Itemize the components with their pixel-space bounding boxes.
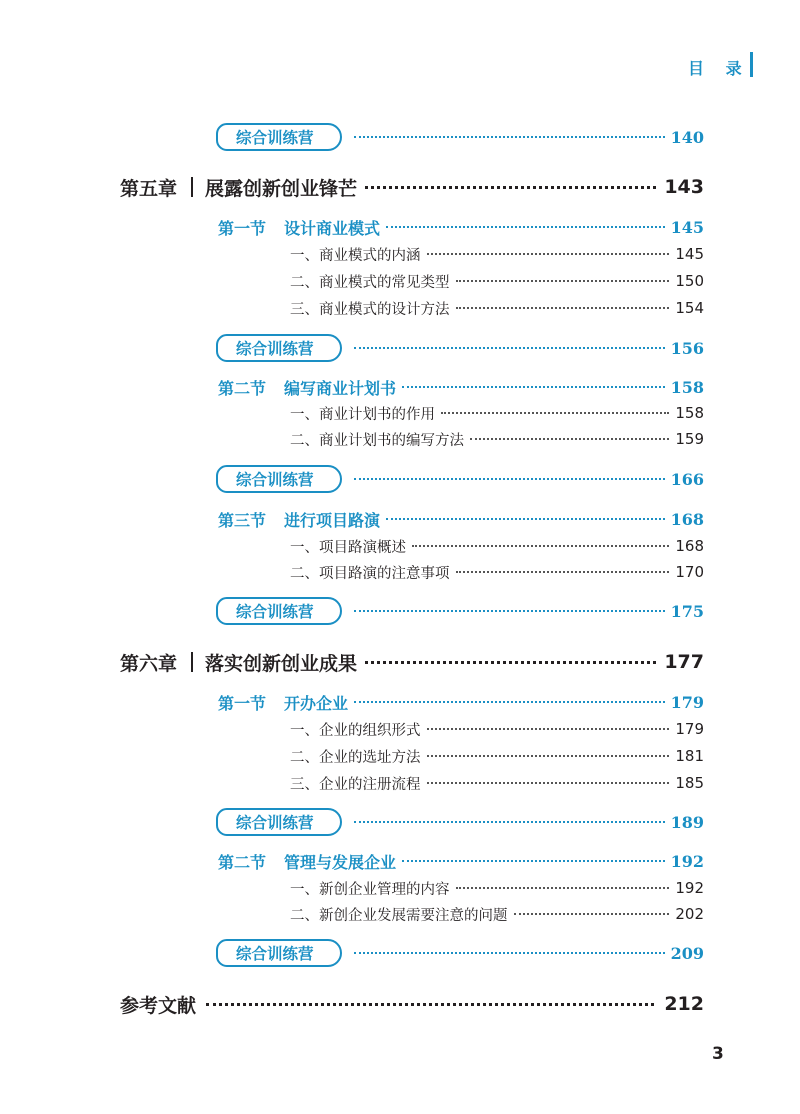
references-title: 参考文献 — [120, 994, 197, 1017]
toc-references-row[interactable] — [120, 989, 704, 1019]
page-ref: 166 — [670, 469, 704, 489]
toc-item-row[interactable] — [290, 535, 704, 557]
dot-leader — [427, 253, 670, 255]
chapter-number: 第六章 — [120, 652, 178, 675]
page-ref: 192 — [670, 851, 704, 871]
dot-leader — [206, 1003, 654, 1006]
page-number: 3 — [712, 1044, 724, 1064]
item-title: 二、企业的选址方法 — [290, 749, 421, 766]
toc-item-row[interactable] — [290, 772, 704, 794]
page-ref: 156 — [670, 338, 704, 358]
dot-leader — [386, 518, 665, 520]
practice-label-pill: 综合训练营 — [216, 597, 342, 625]
section-title: 设计商业模式 — [284, 218, 381, 238]
toc-practice-row[interactable] — [216, 939, 704, 967]
item-title: 二、商业模式的常见类型 — [290, 274, 450, 291]
toc-item-row[interactable] — [290, 270, 704, 292]
section-number: 第一节 — [218, 693, 267, 713]
dot-leader — [386, 226, 665, 228]
chapter-separator — [191, 177, 193, 197]
page-ref: 189 — [670, 812, 704, 832]
toc-section-row[interactable] — [218, 215, 704, 239]
dot-leader — [402, 386, 665, 388]
header-accent-bar — [750, 52, 753, 77]
toc-chapter-row[interactable] — [120, 172, 704, 202]
dot-leader — [354, 347, 665, 349]
page-ref: 192 — [675, 879, 704, 897]
practice-label-pill: 综合训练营 — [216, 123, 342, 151]
toc-item-row[interactable] — [290, 877, 704, 899]
page-header-title: 目 录 — [688, 59, 750, 78]
dot-leader — [456, 887, 670, 889]
page-ref: 158 — [670, 377, 704, 397]
toc-chapter-row[interactable] — [120, 647, 704, 677]
item-title: 三、商业模式的设计方法 — [290, 301, 450, 318]
toc-item-row[interactable] — [290, 297, 704, 319]
toc-item-row[interactable] — [290, 745, 704, 767]
toc-practice-row[interactable] — [216, 465, 704, 493]
dot-leader — [456, 571, 670, 573]
toc-section-row[interactable] — [218, 507, 704, 531]
dot-leader — [402, 860, 665, 862]
section-number: 第三节 — [218, 510, 267, 530]
item-title: 一、新创企业管理的内容 — [290, 881, 450, 898]
page-ref: 143 — [664, 176, 704, 198]
toc-item-row[interactable] — [290, 402, 704, 424]
dot-leader — [354, 136, 665, 138]
chapter-number: 第五章 — [120, 177, 178, 200]
page-ref: 168 — [670, 509, 704, 529]
toc-practice-row[interactable] — [216, 808, 704, 836]
dot-leader — [412, 545, 669, 547]
dot-leader — [354, 610, 665, 612]
page-ref: 177 — [664, 651, 704, 673]
toc-section-row[interactable] — [218, 375, 704, 399]
toc-practice-row[interactable] — [216, 334, 704, 362]
item-title: 三、企业的注册流程 — [290, 776, 421, 793]
section-title: 开办企业 — [284, 693, 349, 713]
chapter-title: 落实创新创业成果 — [205, 652, 358, 675]
practice-label-pill: 综合训练营 — [216, 808, 342, 836]
page-ref: 175 — [670, 601, 704, 621]
toc-item-row[interactable] — [290, 428, 704, 450]
toc-section-row[interactable] — [218, 849, 704, 873]
dot-leader — [441, 412, 669, 414]
dot-leader — [427, 728, 670, 730]
toc-item-row[interactable] — [290, 903, 704, 925]
dot-leader — [456, 307, 670, 309]
chapter-separator — [191, 652, 193, 672]
page-ref: 145 — [675, 245, 704, 263]
dot-leader — [354, 701, 665, 703]
page-ref: 209 — [670, 943, 704, 963]
page-ref: 179 — [675, 720, 704, 738]
dot-leader — [427, 755, 670, 757]
page-ref: 150 — [675, 272, 704, 290]
practice-label-pill: 综合训练营 — [216, 334, 342, 362]
page-ref: 140 — [670, 127, 704, 147]
toc-item-row[interactable] — [290, 243, 704, 265]
toc-practice-row[interactable] — [216, 597, 704, 625]
item-title: 一、企业的组织形式 — [290, 722, 421, 739]
toc-item-row[interactable] — [290, 718, 704, 740]
item-title: 一、商业计划书的作用 — [290, 406, 435, 423]
page-ref: 145 — [670, 217, 704, 237]
dot-leader — [427, 782, 670, 784]
toc-section-row[interactable] — [218, 690, 704, 714]
toc-practice-row[interactable] — [216, 123, 704, 151]
practice-label-pill: 综合训练营 — [216, 465, 342, 493]
item-title: 一、项目路演概述 — [290, 539, 406, 556]
dot-leader — [354, 821, 665, 823]
page-ref: 181 — [675, 747, 704, 765]
item-title: 二、新创企业发展需要注意的问题 — [290, 907, 508, 924]
page-ref: 212 — [664, 993, 704, 1015]
dot-leader — [354, 952, 665, 954]
section-title: 进行项目路演 — [284, 510, 381, 530]
page-ref: 168 — [675, 537, 704, 555]
section-number: 第二节 — [218, 852, 267, 872]
section-title: 管理与发展企业 — [284, 852, 397, 872]
dot-leader — [365, 186, 656, 189]
section-title: 编写商业计划书 — [284, 378, 397, 398]
chapter-title: 展露创新创业锋芒 — [205, 177, 358, 200]
page-ref: 154 — [675, 299, 704, 317]
dot-leader — [456, 280, 670, 282]
practice-label-pill: 综合训练营 — [216, 939, 342, 967]
dot-leader — [365, 661, 656, 664]
page-ref: 202 — [675, 905, 704, 923]
page-ref: 179 — [670, 692, 704, 712]
page-ref: 170 — [675, 563, 704, 581]
item-title: 二、项目路演的注意事项 — [290, 565, 450, 582]
dot-leader — [354, 478, 665, 480]
dot-leader — [514, 913, 670, 915]
section-number: 第二节 — [218, 378, 267, 398]
section-number: 第一节 — [218, 218, 267, 238]
page-ref: 159 — [675, 430, 704, 448]
page-ref: 158 — [675, 404, 704, 422]
dot-leader — [470, 438, 669, 440]
page-ref: 185 — [675, 774, 704, 792]
item-title: 二、商业计划书的编写方法 — [290, 432, 464, 449]
toc-item-row[interactable] — [290, 561, 704, 583]
item-title: 一、商业模式的内涵 — [290, 247, 421, 264]
